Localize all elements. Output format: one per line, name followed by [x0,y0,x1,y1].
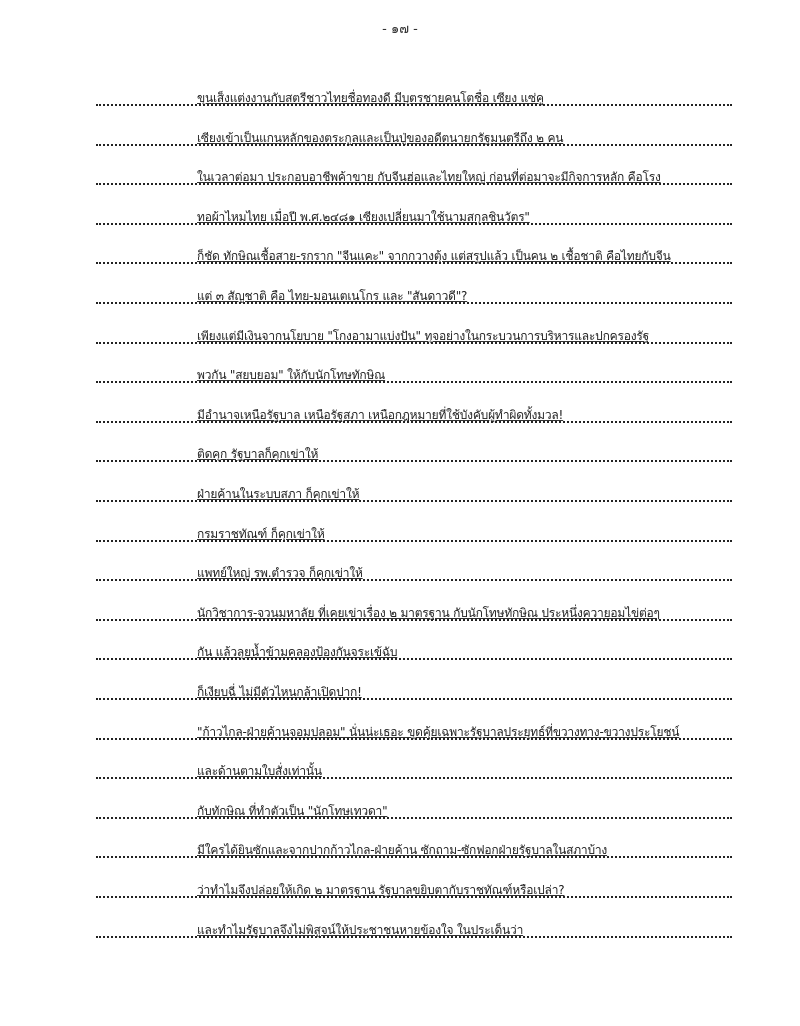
dotted-rule [96,777,732,779]
line-text: และด้านตามใบสั่งเท่านั้น [197,764,322,779]
line-text: กัน แล้วลุยน้ำข้ามคลองป้องกันจระเข้ฉับ [197,645,398,660]
line-text: ติดคุก รัฐบาลก็คุกเข่าให้ [197,447,319,462]
page-number: - ๑๗ - [382,22,418,37]
text-line [96,640,732,660]
text-line [96,601,732,621]
text-line [96,878,732,898]
text-line [96,838,732,858]
text-line [96,284,732,304]
line-text: เซียงเข้าเป็นแกนหลักของตระกูลและเป็นปู่ของอดีตนายกรัฐมนตรีถึง ๒ คน [197,130,564,145]
line-text: แต่ ๓ สัญชาติ คือ ไทย-มอนเตเนโกร และ "สันดาวดี"? [197,289,468,303]
text-line [96,918,732,938]
text-line [96,482,732,502]
line-text: พวกัน "สยบยอม" ให้กับนักโทษทักษิณ [197,368,386,383]
line-text: ก็เงียบฉี่ ไม่มีตัวไหนกล้าเปิดปาก! [197,685,362,699]
dotted-rule [96,658,732,660]
line-text: กับทักษิณ ที่ทำตัวเป็น "นักโทษเทวดา" [197,803,388,818]
text-line [96,759,732,779]
line-text: มีอำนาจเหนือรัฐบาล เหนือรัฐสภา เหนือกฎหมายที่ใช้บังคับผู้ทำผิดทั้งมวล! [197,407,564,422]
dotted-rule [96,540,732,542]
line-text: นักวิชาการ-จวนมหาลัย ที่เคยเข่าเรื่อง ๒ มาตรฐาน กับนักโทษทักษิณ ประหนึ่งควายอมไข่ต่อๆ [197,605,660,620]
dotted-rule [96,698,732,700]
line-text: ว่าทำไมจึงปล่อยให้เกิด ๒ มาตรฐาน รัฐบาลขยิบตากับราชทัณฑ์หรือเปล่า? [197,883,565,897]
line-text: ในเวลาต่อมา ประกอบอาชีพค้าขาย กับจีนฮ่อและไทยใหญ่ ก่อนที่ต่อมาจะมีกิจการหลัก คือโรง [197,170,661,185]
line-text: ก็ชัด ทักษิณเชื้อสาย-รกราก "จีนแคะ" จากกวางตุ้ง แต่สรุปแล้ว เป็นคน ๒ เชื้อชาติ คือไทยกับจีน [197,249,671,264]
line-text: ทอผ้าไหมไทย เมื่อปี พ.ศ.๒๔๘๑ เซียงเปลี่ยนมาใช้นามสกุลชินวัตร" [197,209,530,224]
line-text: และทำไมรัฐบาลจึงไม่พิสูจน์ให้ประชาชนหายข้องใจ ในประเด็นว่า [197,922,524,937]
text-line [96,244,732,264]
text-line [96,720,732,740]
line-text: แพทย์ใหญ่ รพ.ตำรวจ ก็คุกเข่าให้ [197,566,363,581]
dotted-rule [96,817,732,819]
line-text: เพียงแต่มีเงินจากนโยบาย "โกงอามาแบ่งปัน" ทุจอย่างในกระบวนการบริหารและปกครองรัฐ [197,328,650,343]
dotted-rule [96,579,732,581]
text-line [96,522,732,542]
line-text: กรมราชทัณฑ์ ก็คุกเข่าให้ [197,526,325,541]
dotted-rule [96,381,732,383]
line-text: ขุนเส็งแต่งงานกับสตรีชาวไทยชื่อทองดี มีบุตรชายคนโตชื่อ เซียง แซ่คู [197,91,544,105]
text-line [96,363,732,383]
text-line [96,324,732,344]
dotted-rule [96,460,732,462]
text-line [96,165,732,185]
line-text: "ก้าวไกล-ฝ่ายค้านจอมปลอม" นั่นน่ะเธอะ ขุดคุ้ยเฉพาะรัฐบาลประยุทธ์ที่ขวางทาง-ขวางประโยชน์ [197,724,680,739]
text-line [96,799,732,819]
text-line [96,86,732,106]
dotted-rule [96,500,732,502]
text-line [96,442,732,462]
text-line [96,403,732,423]
text-line [96,126,732,146]
line-text: ฝ่ายค้านในระบบสภา ก็คุกเข่าให้ [197,487,360,501]
line-text: มีใครได้ยินซักและจากปากก้าวไกล-ฝ่ายค้าน ซักถาม-ซักฟอกฝ่ายรัฐบาลในสภาบ้าง [197,843,608,858]
text-line [96,680,732,700]
text-line [96,561,732,581]
text-line [96,205,732,225]
